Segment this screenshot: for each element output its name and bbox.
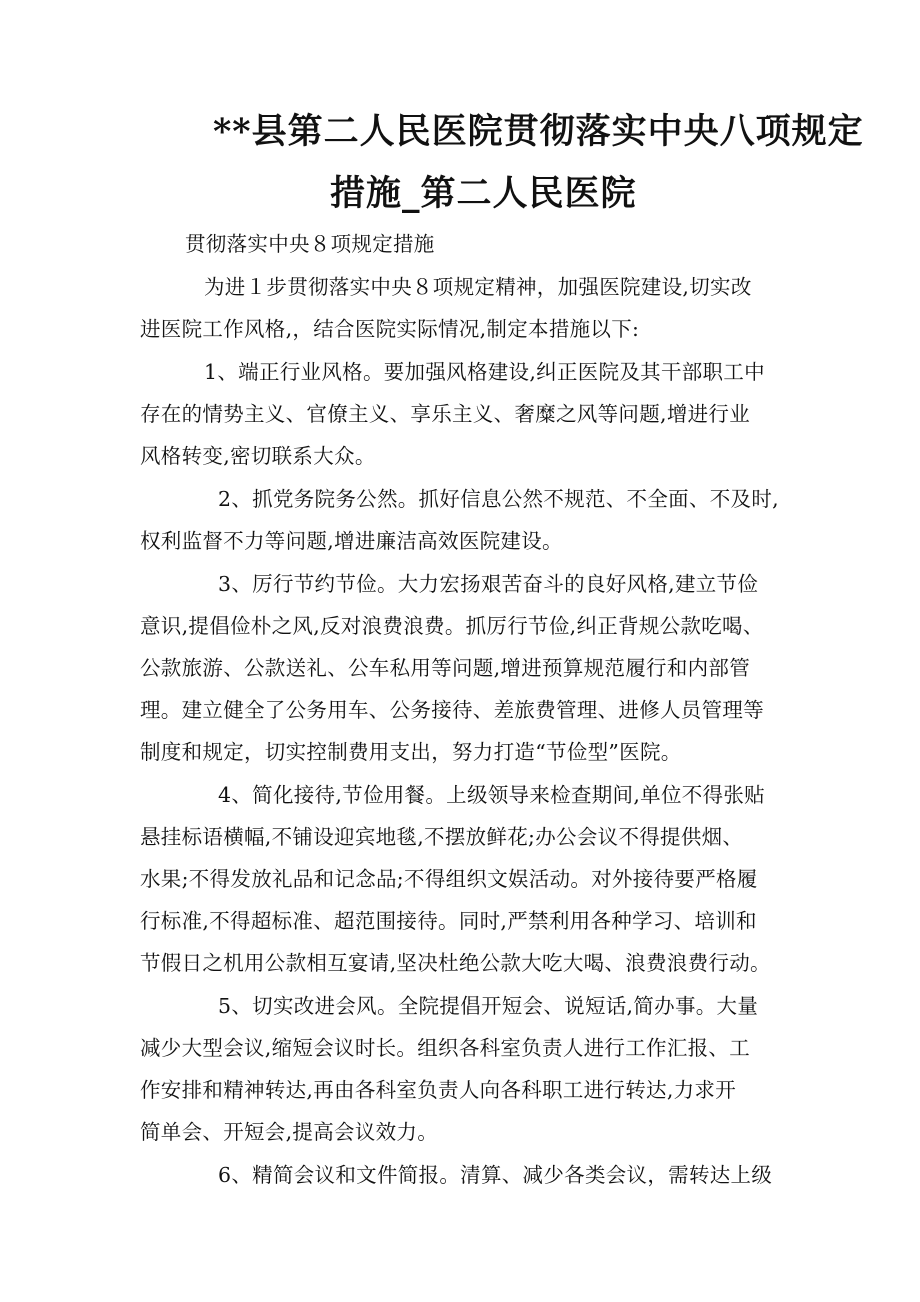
paragraph-item-5-line: 简单会、开短会,提高会议效力。	[140, 1120, 439, 1144]
paragraph-item-6-line: 6、精简会议和文件简报。清算、减少各类会议，需转达上级	[218, 1163, 773, 1187]
document-title-line-1: **县第二人民医院贯彻落实中央八项规定	[213, 111, 864, 152]
paragraph-item-3-line: 制度和规定，切实控制费用支出，努力打造“节俭型”医院。	[140, 740, 682, 764]
paragraph-item-4-line: 节假日之机用公款相互宴请,坚决杜绝公款大吃大喝、浪费浪费行动。	[140, 951, 771, 975]
paragraph-item-5-line: 作安排和精神转达,再由各科室负责人向各科职工进行转达,力求开	[140, 1078, 737, 1102]
document-title-line-2: 措施_第二人民医院	[330, 173, 637, 214]
paragraph-item-1-line: 风格转变,密切联系大众。	[140, 444, 376, 468]
document-subtitle: 贯彻落实中央８项规定措施	[185, 232, 435, 256]
paragraph-item-5-line: 减少大型会议,缩短会议时长。组织各科室负责人进行工作汇报、工	[140, 1036, 751, 1060]
paragraph-intro-line: 为进１步贯彻落实中央８项规定精神，加强医院建设,切实改	[204, 275, 752, 299]
paragraph-item-4-line: 4、简化接待,节俭用餐。上级领导来检查期间,单位不得张贴	[218, 783, 765, 807]
paragraph-item-3-line: 理。建立健全了公务用车、公务接待、差旅费管理、进修人员管理等	[140, 698, 764, 722]
paragraph-item-2-line: 权利监督不力等问题,增进廉洁高效医院建设。	[140, 529, 563, 553]
paragraph-item-1-line: 存在的情势主义、官僚主义、享乐主义、奢糜之风等问题,增进行业	[140, 402, 751, 426]
paragraph-intro-line: 进医院工作风格,，结合医院实际情况,制定本措施以下:	[140, 317, 640, 341]
paragraph-item-4-line: 水果;不得发放礼品和记念品;不得组织文娱活动。对外接待要严格履	[140, 867, 758, 891]
paragraph-item-5-line: 5、切实改进会风。全院提倡开短会、说短话,简办事。大量	[218, 994, 759, 1018]
paragraph-item-4-line: 行标准,不得超标准、超范围接待。同时,严禁利用各种学习、培训和	[140, 909, 757, 933]
paragraph-item-1-line: 1、端正行业风格。要加强风格建设,纠正医院及其干部职工中	[204, 360, 765, 384]
paragraph-item-3-line: 意识,提倡俭朴之风,反对浪费浪费。抓厉行节俭,纠正背规公款吃喝、	[140, 614, 764, 638]
paragraph-item-3-line: 3、厉行节约节俭。大力宏扬艰苦奋斗的良好风格,建立节俭	[218, 572, 759, 596]
paragraph-item-4-line: 悬挂标语横幅,不铺设迎宾地毯,不摆放鲜花;办公会议不得提供烟、	[140, 825, 744, 849]
paragraph-item-3-line: 公款旅游、公款送礼、公车私用等问题,增进预算规范履行和内部管	[140, 656, 751, 680]
paragraph-item-2-line: 2、抓党务院务公然。抓好信息公然不规范、不全面、不及时,	[218, 487, 779, 511]
